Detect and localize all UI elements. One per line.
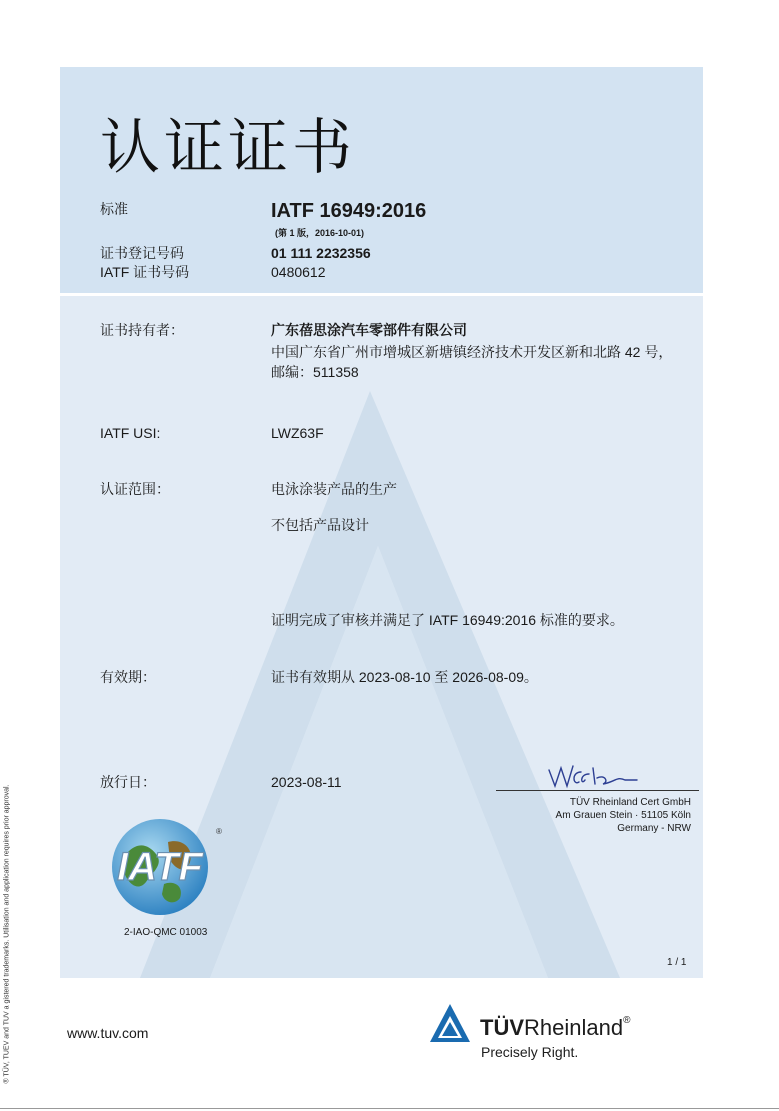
validity-label: 有效期： (100, 669, 156, 685)
bottom-rule (0, 1108, 779, 1109)
iatf-globe-logo-icon (98, 812, 223, 922)
iatf-cert-label: IATF 证书号码 (100, 264, 190, 280)
tuv-triangle-logo-icon (428, 1002, 472, 1044)
iatf-registered-mark: ® (216, 827, 222, 836)
standard-value: IATF 16949:2016 (271, 200, 427, 222)
certificate-title: 认证证书 (100, 113, 356, 183)
iatf-logo-text: IATF (117, 845, 203, 889)
usi-value: LWZ63F (271, 425, 324, 441)
scope-line2: 不包括产品设计 (271, 517, 369, 533)
issuer-country: Germany - NRW (617, 823, 691, 834)
issuer-name: TÜV Rheinland Cert GmbH (569, 797, 691, 808)
standard-edition: (第 1 版，2016-10-01) (275, 228, 365, 238)
issue-date-label: 放行日： (100, 774, 156, 790)
signature-line (496, 790, 699, 791)
signature-icon (545, 760, 645, 790)
iatf-code: 2-IAO-QMC 01003 (124, 927, 208, 938)
reg-number-label: 证书登记号码 (100, 245, 184, 261)
scope-label: 认证范围： (100, 481, 170, 497)
reg-number-value: 01 111 2232356 (271, 245, 371, 261)
holder-address-line1: 中国广东省广州市增城区新塘镇经济技术开发区新和北路 42 号， (271, 344, 673, 360)
tuv-registered-mark: ® (623, 1015, 631, 1026)
page-number: 1 / 1 (667, 957, 687, 968)
tuv-brand-rest: Rheinland (524, 1015, 624, 1040)
iatf-cert-value: 0480612 (271, 264, 326, 280)
tuv-brand-bold: TÜV (480, 1015, 524, 1040)
scope-line1: 电泳涂装产品的生产 (271, 481, 397, 497)
usi-label: IATF USI: (100, 425, 161, 441)
holder-address-line2: 邮编：511358 (271, 364, 359, 380)
standard-label: 标准 (100, 201, 128, 217)
issue-date-value: 2023-08-11 (271, 774, 342, 790)
tuv-brand (480, 1015, 630, 1041)
holder-company: 广东蓓思涂汽车零部件有限公司 (271, 322, 467, 338)
compliance-statement: 证明完成了审核并满足了 IATF 16949:2016 标准的要求。 (271, 612, 624, 628)
issuer-street: Am Grauen Stein · 51105 Köln (555, 810, 691, 821)
holder-label: 证书持有者： (100, 322, 184, 338)
website-link[interactable]: www.tuv.com (67, 1025, 149, 1041)
issuer-block (556, 796, 691, 835)
validity-value: 证书有效期从 2023-08-10 至 2026-08-09。 (271, 669, 538, 685)
tuv-slogan: Precisely Right. (481, 1044, 579, 1060)
trademark-side-note: ® TÜV, TUEV and TUV a gistered trademarks. Utilisation and application requires prior approval. (3, 784, 11, 1084)
